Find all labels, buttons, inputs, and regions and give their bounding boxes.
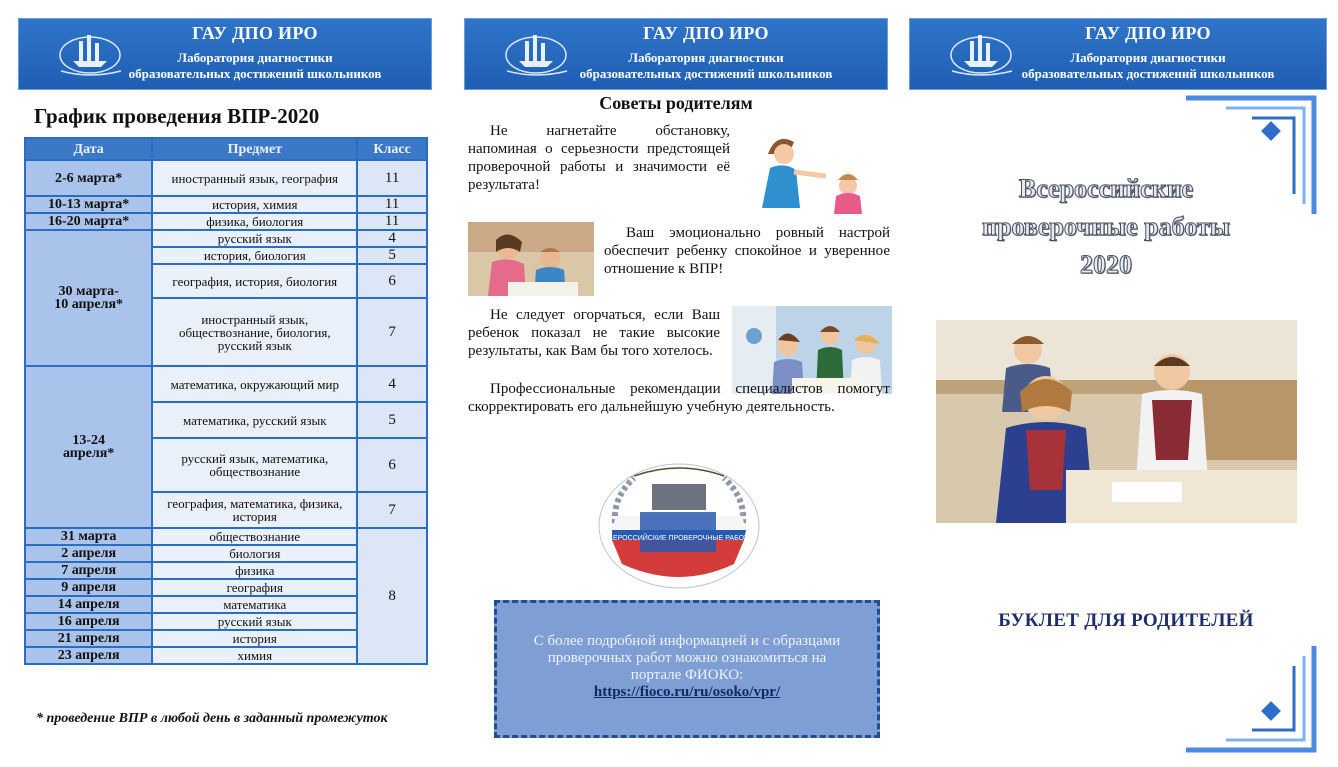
row-date: 7 апреля [25,562,152,579]
row-grade: 4 [357,230,427,247]
advice-paragraph-4: Профессиональные рекомендации специалистов помогут скорректировать его дальнейшую учебную деятельность. [468,381,890,415]
advice-paragraph-2: Ваш эмоционально ровный настрой обеспечит ребенку спокойное и уверенное отношение к ВПР! [604,225,890,277]
table-row [25,160,427,196]
row-subject: математика, русский язык [152,402,357,438]
row-grade: 7 [357,298,427,366]
row-subject: физика, биология [152,213,357,230]
mother-son-photo [468,222,594,296]
row-grade: 11 [357,160,427,196]
header-lab-line1: Лаборатория диагностики [1070,50,1226,65]
table-row [25,196,427,213]
table-row [25,230,427,247]
row-date: 21 апреля [25,630,152,647]
column-header-date: Дата [25,138,152,160]
row-grade: 11 [357,213,427,230]
row-grade: 7 [357,492,427,528]
schedule-table [24,137,428,665]
header-lab-line1: Лаборатория диагностики [177,50,333,65]
row-grade: 5 [357,247,427,264]
table-row [25,366,427,402]
students-photo [936,320,1297,523]
info-box [494,600,880,738]
row-grade: 4 [357,366,427,402]
row-date: 9 апреля [25,579,152,596]
row-subject: иностранный язык, обществознание, биология, русский язык [152,298,357,366]
advice-paragraph-3: Не следует огорчаться, если Ваш ребенок показал не такие высокие результаты, как Вам бы того хотелось. [468,307,720,359]
info-text: С более подробной информацией и с образцами проверочных работ можно ознакомиться на портале ФИОКО: [533,633,841,683]
mother-child-illustration [748,124,876,216]
row-grade: 11 [357,196,427,213]
fioco-link[interactable]: https://fioco.ru/ru/osoko/vpr/ [593,684,781,700]
row-subject: история, биология [152,247,357,264]
table-row [25,528,427,545]
booklet-label: БУКЛЕТ ДЛЯ РОДИТЕЛЕЙ [998,610,1254,631]
vpr-emblem-icon [594,460,764,592]
header-panel-3 [909,18,1327,90]
row-subject: русский язык [152,613,357,630]
advice-paragraph-1: Не нагнетайте обстановку, напоминая о серьезности предстоящей проверочной работы и значимости её результата! [468,123,730,193]
header-lab-line2: образовательных достижений школьников [579,66,833,81]
row-subject: география, математика, физика, история [152,492,357,528]
header-org: ГАУ ДПО ИРО [192,23,318,43]
cover-title-line3: 2020 [1080,250,1132,279]
row-subject: физика [152,562,357,579]
row-subject: химия [152,647,357,664]
row-grade: 6 [357,264,427,298]
corner-decoration-bottom [1186,646,1326,754]
row-date: 30 марта- 10 апреля* [25,230,152,366]
row-subject: история [152,630,357,647]
cover-title [936,170,1276,284]
cover-title-line2: проверочные работы [982,212,1230,241]
table-row [25,213,427,230]
row-date: 10-13 марта* [25,196,152,213]
row-date: 2-6 марта* [25,160,152,196]
column-header-subject: Предмет [152,138,357,160]
row-subject: русский язык [152,230,357,247]
row-date: 13-24 апреля* [25,366,152,528]
row-subject: иностранный язык, география [152,160,357,196]
header-org: ГАУ ДПО ИРО [643,23,769,43]
row-date: 2 апреля [25,545,152,562]
row-subject: биология [152,545,357,562]
emblem-text: ВСЕРОССИЙСКИЕ ПРОВЕРОЧНЫЕ РАБОТЫ [603,535,755,542]
row-grade: 5 [357,402,427,438]
row-date: 16 апреля [25,613,152,630]
header-org: ГАУ ДПО ИРО [1085,23,1211,43]
row-grade: 8 [357,528,427,664]
header-lab-line2: образовательных достижений школьников [1021,66,1275,81]
row-subject: история, химия [152,196,357,213]
row-subject: обществознание [152,528,357,545]
row-date: 23 апреля [25,647,152,664]
row-subject: математика, окружающий мир [152,366,357,402]
header-lab-line1: Лаборатория диагностики [628,50,784,65]
header-panel-1 [18,18,432,90]
header-lab-line2: образовательных достижений школьников [128,66,382,81]
column-header-grade: Класс [357,138,427,160]
schedule-footnote: * проведение ВПР в любой день в заданный промежуток [36,711,388,726]
row-subject: русский язык, математика, обществознание [152,438,357,492]
row-grade: 6 [357,438,427,492]
row-date: 14 апреля [25,596,152,613]
row-date: 31 марта [25,528,152,545]
table-header-row [25,138,427,160]
row-subject: география, история, биология [152,264,357,298]
schedule-title: График проведения ВПР-2020 [34,104,320,128]
row-date: 16-20 марта* [25,213,152,230]
row-subject: география [152,579,357,596]
cover-title-line1: Всероссийские [1018,174,1194,203]
header-panel-2 [464,18,888,90]
advice-title: Советы родителям [599,93,753,113]
row-subject: математика [152,596,357,613]
